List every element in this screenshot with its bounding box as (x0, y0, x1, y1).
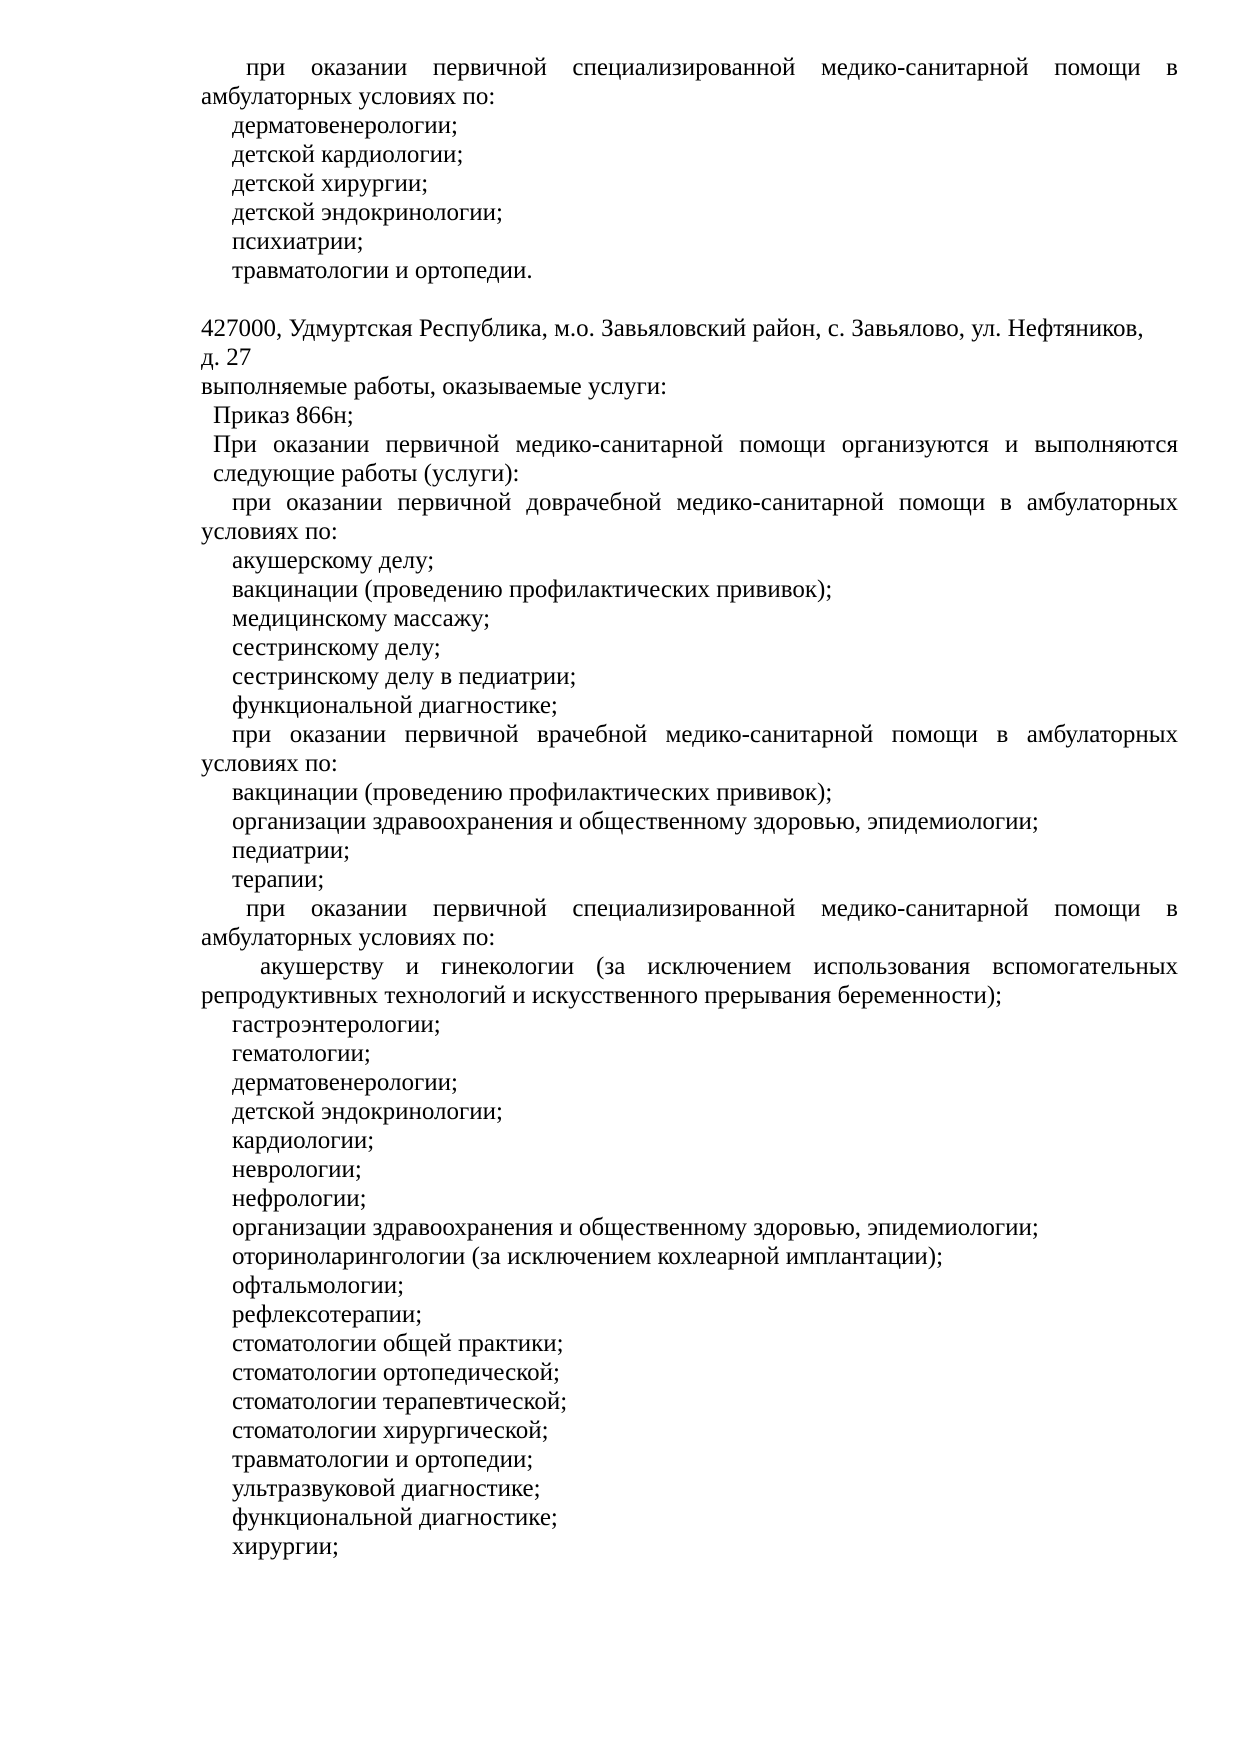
list-item: терапии; (232, 866, 325, 893)
list-item: организации здравоохранения и общественному здоровью, эпидемиологии; (232, 1214, 1039, 1241)
paragraph-line: При оказании первичной медико-санитарной помощи организуются и выполняются (213, 431, 1178, 458)
paragraph-line: 427000, Удмуртская Республика, м.о. Завьяловский район, с. Завьялово, ул. Нефтяников, (201, 315, 1144, 342)
list-item: детской кардиологии; (232, 141, 464, 168)
list-item: вакцинации (проведению профилактических прививок); (232, 779, 833, 806)
list-item: акушерскому делу; (232, 547, 435, 574)
paragraph-line: при оказании первичной специализированной медико-санитарной помощи в (246, 895, 1178, 922)
list-item: медицинскому массажу; (232, 605, 491, 632)
list-item: оториноларингологии (за исключением кохлеарной имплантации); (232, 1243, 944, 1270)
list-item: нефрологии; (232, 1185, 367, 1212)
paragraph-line: при оказании первичной доврачебной медико-санитарной помощи в амбулаторных (232, 489, 1178, 516)
paragraph-line: Приказ 866н; (213, 402, 354, 429)
list-item: психиатрии; (232, 228, 364, 255)
list-item: дерматовенерологии; (232, 1069, 458, 1096)
document-content (201, 53, 1178, 1561)
paragraph-line: выполняемые работы, оказываемые услуги: (201, 373, 668, 400)
list-item: детской эндокринологии; (232, 1098, 503, 1125)
list-item: детской эндокринологии; (232, 199, 503, 226)
paragraph-line: д. 27 (201, 344, 252, 371)
list-item: хирургии; (232, 1533, 340, 1560)
list-item: педиатрии; (232, 837, 351, 864)
list-item: сестринскому делу в педиатрии; (232, 663, 577, 690)
paragraph-line: акушерству и гинекологии (за исключением использования вспомогательных (260, 953, 1178, 980)
list-item: стоматологии ортопедической; (232, 1359, 560, 1386)
paragraph-line: амбулаторных условиях по: (201, 83, 496, 110)
list-item: травматологии и ортопедии; (232, 1446, 534, 1473)
list-item: функциональной диагностике; (232, 1504, 558, 1531)
paragraph-line: условиях по: (201, 750, 338, 777)
paragraph-line: при оказании первичной врачебной медико-санитарной помощи в амбулаторных (232, 721, 1178, 748)
paragraph-line: амбулаторных условиях по: (201, 924, 496, 951)
list-item: функциональной диагностике; (232, 692, 558, 719)
list-item: сестринскому делу; (232, 634, 441, 661)
list-item: организации здравоохранения и общественному здоровью, эпидемиологии; (232, 808, 1039, 835)
list-item: офтальмологии; (232, 1272, 405, 1299)
list-item: гастроэнтерологии; (232, 1011, 441, 1038)
list-item: детской хирургии; (232, 170, 429, 197)
list-item: дерматовенерологии; (232, 112, 458, 139)
list-item: стоматологии терапевтической; (232, 1388, 568, 1415)
paragraph-line: при оказании первичной специализированной медико-санитарной помощи в (246, 54, 1178, 81)
list-item: травматологии и ортопедии. (232, 257, 533, 284)
list-item: рефлексотерапии; (232, 1301, 423, 1328)
list-item: неврологии; (232, 1156, 362, 1183)
list-item: стоматологии хирургической; (232, 1417, 549, 1444)
blank-line (201, 285, 1178, 314)
list-item: вакцинации (проведению профилактических прививок); (232, 576, 833, 603)
list-item: гематологии; (232, 1040, 371, 1067)
list-item: ультразвуковой диагностике; (232, 1475, 541, 1502)
paragraph-line: условиях по: (201, 518, 338, 545)
list-item: стоматологии общей практики; (232, 1330, 564, 1357)
paragraph-line: следующие работы (услуги): (213, 460, 520, 487)
paragraph-line: репродуктивных технологий и искусственного прерывания беременности); (201, 982, 1003, 1009)
list-item: кардиологии; (232, 1127, 375, 1154)
